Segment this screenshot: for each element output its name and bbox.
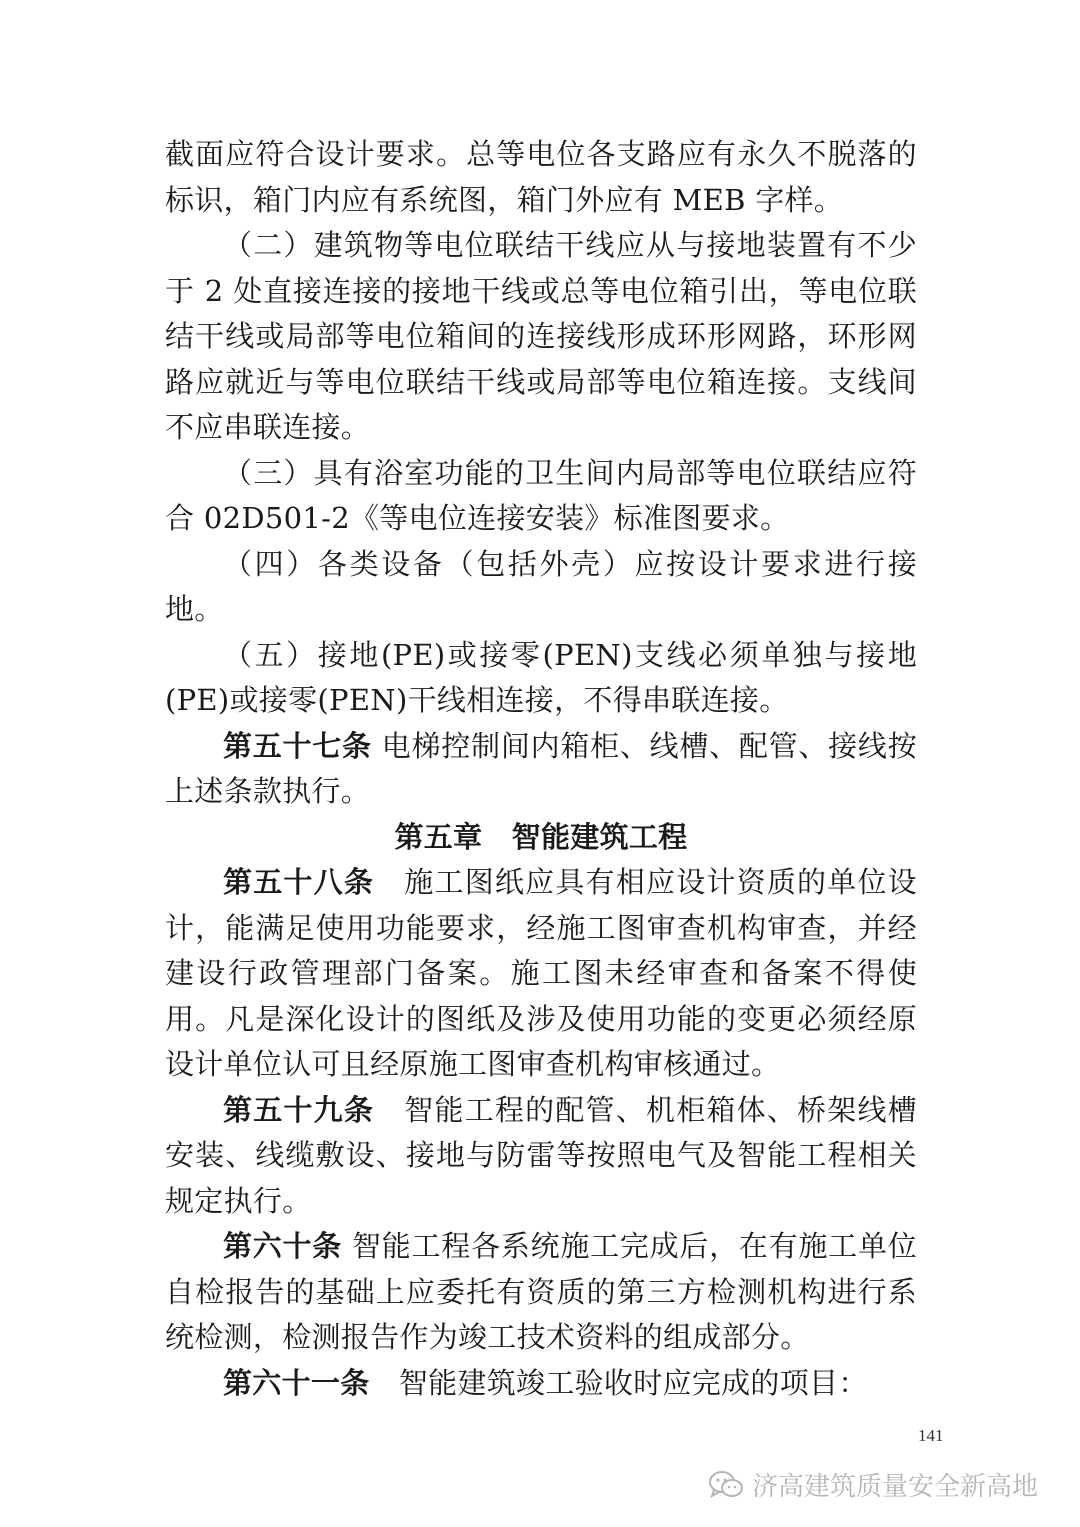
page-number: 141: [918, 1426, 944, 1445]
article-59: [165, 1088, 917, 1225]
paragraph-continuation: 截面应符合设计要求。总等电位各支路应有永久不脱落的标识，箱门内应有系统图，箱门外应有 MEB 字样。: [165, 137, 917, 217]
article-61: [165, 1361, 917, 1407]
article-60-label: 第六十条: [223, 1229, 343, 1263]
watermark-text: 济高建筑质量安全新高地: [752, 1472, 1039, 1502]
article-58-label: 第五十八条: [223, 865, 375, 899]
article-61-text: 智能建筑竣工验收时应完成的项目：: [398, 1365, 868, 1400]
article-59-text: 智能工程的配管、机柜箱体、桥架线槽安装、线缆敷设、接地与防雷等按照电气及智能工程相关规定执行。: [165, 1092, 917, 1218]
article-58: [165, 860, 917, 1088]
article-61-label: 第六十一条: [223, 1365, 370, 1400]
wechat-icon: [708, 1470, 744, 1500]
article-57-text: 电梯控制间内箱柜、线槽、配管、接线按上述条款执行。: [165, 728, 917, 808]
document-body: [165, 132, 917, 1406]
article-60-text: 智能工程各系统施工完成后，在有施工单位自检报告的基础上应委托有资质的第三方检测机构进行系统检测，检测报告作为竣工技术资料的组成部分。: [165, 1229, 917, 1354]
paragraph-item-3: （三）具有浴室功能的卫生间内局部等电位联结应符合 02D501-2《等电位连接安装》标准图要求。: [165, 455, 917, 535]
watermark: [708, 1466, 1038, 1503]
paragraph-item-5: （五）接地(PE)或接零(PEN)支线必须单独与接地(PE)或接零(PEN)干线相连接，不得串联连接。: [165, 637, 917, 717]
chapter-heading: 第五章 智能建筑工程: [394, 819, 688, 854]
article-60: [165, 1224, 917, 1361]
paragraph-item-2: （二）建筑物等电位联结干线应从与接地装置有不少于 2 处直接连接的接地干线或总等电位箱引出，等电位联结干线或局部等电位箱间的连接线形成环形网路，环形网路应就近与等电位联结干线或局部等电位箱连接。支线间不应串联连接。: [165, 228, 917, 444]
article-59-label: 第五十九条: [223, 1092, 375, 1127]
article-57: [165, 724, 917, 815]
paragraph-item-4: （四）各类设备（包括外壳）应按设计要求进行接地。: [165, 546, 917, 626]
article-57-label: 第五十七条: [223, 728, 372, 763]
article-58-text: 施工图纸应具有相应设计资质的单位设计，能满足使用功能要求，经施工图审查机构审查，并经建设行政管理部门备案。施工图未经审查和备案不得使用。凡是深化设计的图纸及涉及使用功能的变更必须经原设计单位认可且经原施工图审查机构审核通过。: [165, 865, 917, 1081]
